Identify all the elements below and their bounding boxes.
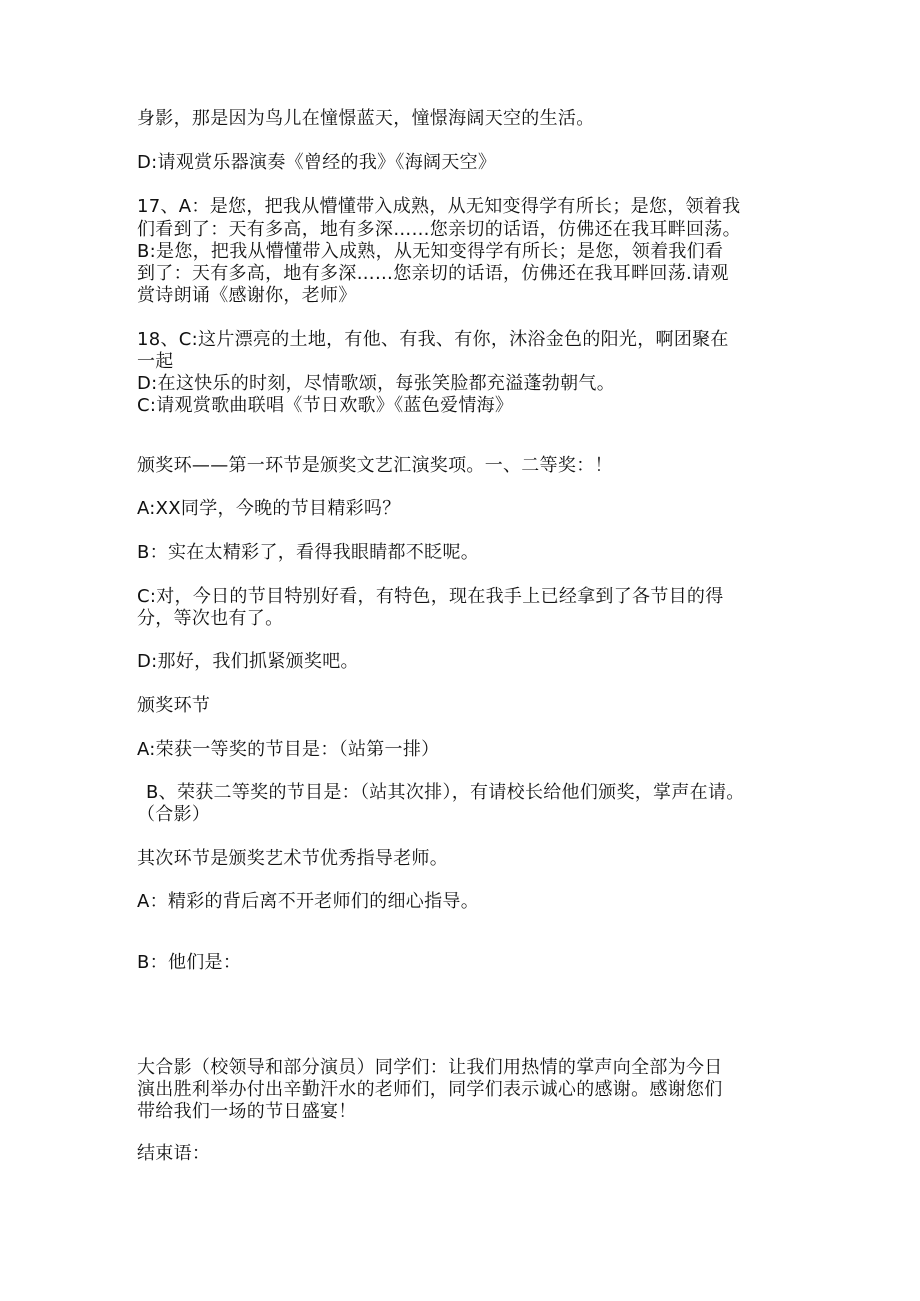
text-line: 其次环节是颁奖艺术节优秀指导老师。 [137, 848, 449, 869]
text-line: 大合影（校领导和部分演员）同学们：让我们用热情的掌声向全部为今日 [137, 1057, 723, 1078]
text-line: 演出胜利举办付出辛勤汗水的老师们，同学们表示诚心的感谢。感谢您们 [137, 1079, 723, 1100]
text-line: 18、C:这片漂亮的土地，有他、有我、有你，沐浴金色的阳光，啊团聚在 [137, 329, 729, 350]
text-line: A:荣获一等奖的节目是：（站第一排） [137, 739, 440, 760]
text-line: D:在这快乐的时刻，尽情歌颂，每张笑脸都充溢蓬勃朝气。 [137, 373, 616, 394]
text-line: B、荣获二等奖的节目是：（站其次排），有请校长给他们颁奖，掌声在请。 [146, 782, 745, 803]
section-heading: 颁奖环节 [137, 695, 211, 716]
text-line: 身影，那是因为鸟儿在憧憬蓝天，憧憬海阔天空的生活。 [137, 108, 595, 129]
section-heading: 结束语： [137, 1143, 211, 1164]
text-line: A:XX同学，今晚的节目精彩吗？ [137, 498, 401, 519]
text-line: 赏诗朗诵《感谢你，老师》 [137, 285, 357, 306]
text-line: 带给我们一场的节日盛宴！ [137, 1101, 357, 1122]
text-line: 17、A：是您，把我从懵懂带入成熟，从无知变得学有所长；是您，领着我 [137, 196, 741, 217]
text-line: 分，等次也有了。 [137, 608, 284, 629]
text-line: （合影） [137, 804, 211, 825]
text-line: 一起 [137, 351, 174, 372]
text-line: D:请观赏乐器演奏《曾经的我》《海阔天空》 [137, 152, 497, 173]
text-line: C:请观赏歌曲联唱《节日欢歌》《蓝色爱情海》 [137, 395, 514, 416]
text-line: D:那好，我们抓紧颁奖吧。 [137, 651, 359, 672]
text-line: B：他们是： [137, 952, 242, 973]
text-line: B:是您，把我从懵懂带入成熟，从无知变得学有所长；是您，领着我们看 [137, 241, 724, 262]
section-heading: 颁奖环——第一环节是颁奖文艺汇演奖项。一、二等奖：！ [137, 455, 613, 476]
text-line: 到了：天有多高，地有多深……您亲切的话语，仿佛还在我耳畔回荡.请观 [137, 263, 729, 284]
text-line: 们看到了：天有多高，地有多深……您亲切的话语，仿佛还在我耳畔回荡。 [137, 219, 741, 240]
text-line: C:对，今日的节目特别好看，有特色，现在我手上已经拿到了各节目的得 [137, 586, 724, 607]
text-line: B：实在太精彩了，看得我眼睛都不眨呢。 [137, 542, 480, 563]
text-line: A：精彩的背后离不开老师们的细心指导。 [137, 891, 480, 912]
